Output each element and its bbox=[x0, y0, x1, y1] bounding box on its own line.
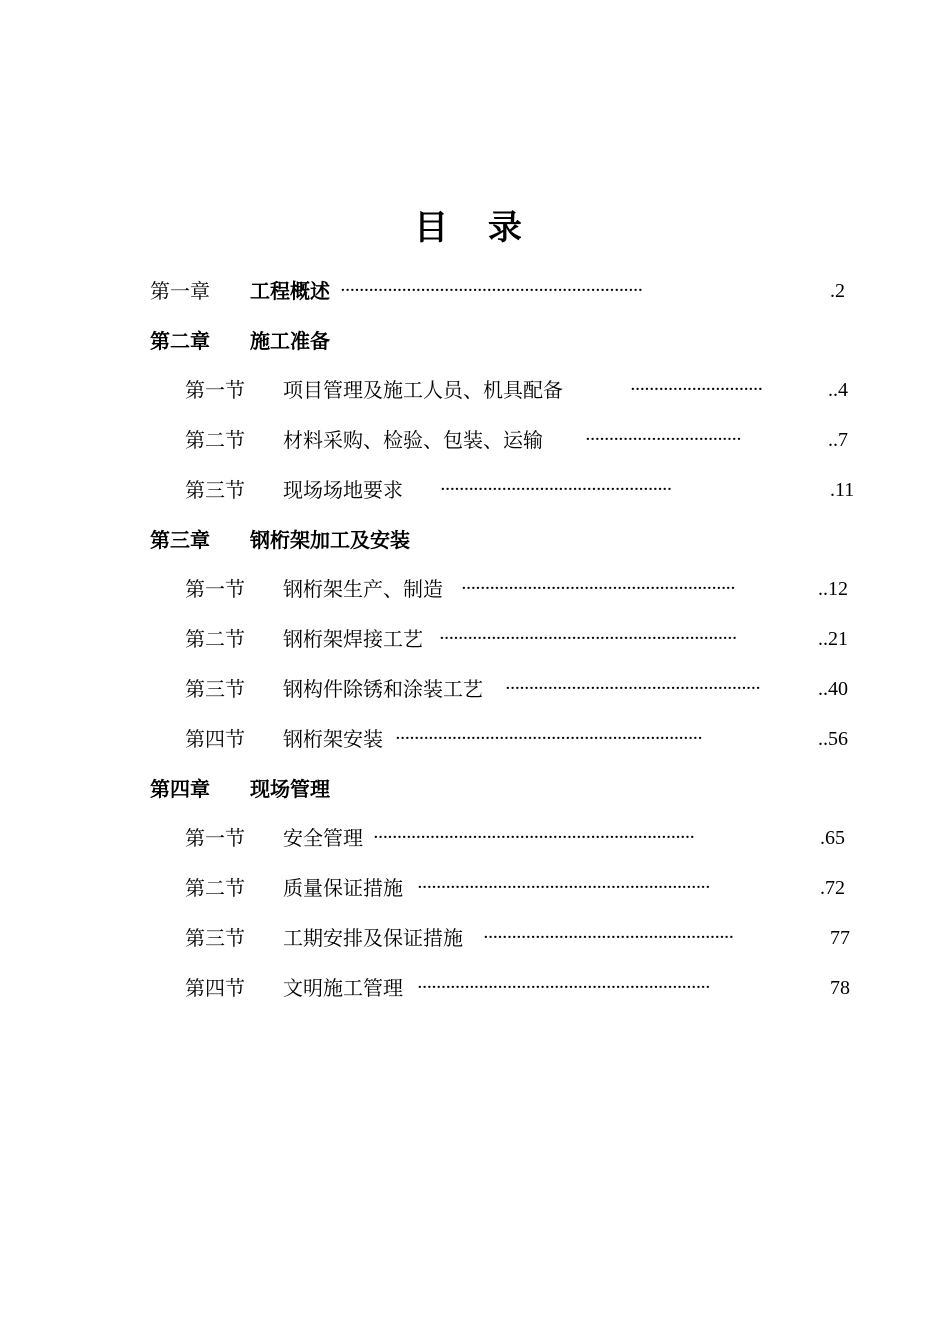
toc-entry-section[interactable] bbox=[185, 973, 875, 1003]
toc-entry-number: 第二节 bbox=[185, 428, 245, 452]
toc-dot-leader: ······························································ bbox=[417, 877, 710, 898]
toc-page-number: ..4 bbox=[828, 379, 848, 401]
toc-page-number: ..56 bbox=[818, 728, 848, 750]
toc-page-number: .2 bbox=[830, 280, 845, 302]
toc-entry-title: 钢桁架加工及安装 bbox=[250, 528, 410, 552]
toc-page-number: .65 bbox=[820, 827, 845, 849]
toc-entry-section[interactable] bbox=[185, 873, 875, 903]
toc-dot-leader: ······················································ bbox=[505, 678, 760, 699]
toc-entry-number: 第三节 bbox=[185, 926, 245, 950]
toc-entry-title: 钢桁架生产、制造 bbox=[283, 577, 443, 601]
toc-entry-number: 第二节 bbox=[185, 876, 245, 900]
toc-entry-title: 项目管理及施工人员、机具配备 bbox=[283, 378, 563, 402]
toc-entry-number: 第三章 bbox=[150, 528, 210, 552]
toc-entry-number: 第一节 bbox=[185, 378, 245, 402]
toc-entry-section[interactable] bbox=[185, 475, 875, 505]
toc-entry-title: 施工准备 bbox=[250, 329, 330, 353]
toc-dot-leader: ································· bbox=[585, 429, 741, 450]
toc-entry-title: 钢构件除锈和涂装工艺 bbox=[283, 677, 483, 701]
toc-entry-number: 第四章 bbox=[150, 777, 210, 801]
toc-entry-number: 第一节 bbox=[185, 826, 245, 850]
toc-dot-leader: ····················································· bbox=[483, 927, 734, 948]
toc-entry-section[interactable] bbox=[185, 823, 875, 853]
toc-entry-chapter-4[interactable] bbox=[150, 774, 870, 804]
toc-dot-leader: ·························································· bbox=[461, 578, 735, 599]
toc-entry-title: 现场管理 bbox=[250, 777, 330, 801]
toc-entry-chapter-2[interactable] bbox=[150, 326, 870, 356]
toc-entry-section[interactable] bbox=[185, 724, 875, 754]
toc-entry-number: 第一节 bbox=[185, 577, 245, 601]
toc-page-number: ..7 bbox=[828, 429, 848, 451]
toc-page-number: .11 bbox=[830, 479, 855, 501]
toc-entry-title: 钢桁架安装 bbox=[283, 727, 383, 751]
toc-dot-leader: ······························································ bbox=[417, 977, 710, 998]
toc-entry-chapter-1[interactable] bbox=[150, 276, 870, 306]
toc-entry-number: 第二节 bbox=[185, 627, 245, 651]
toc-entry-section[interactable] bbox=[185, 425, 875, 455]
toc-entry-section[interactable] bbox=[185, 923, 875, 953]
toc-entry-title: 工程概述 bbox=[250, 279, 330, 303]
toc-entry-number: 第四节 bbox=[185, 976, 245, 1000]
toc-entry-number: 第三节 bbox=[185, 677, 245, 701]
toc-dot-leader: ······························································· bbox=[439, 628, 737, 649]
toc-entry-title: 安全管理 bbox=[283, 826, 363, 850]
toc-entry-number: 第一章 bbox=[150, 279, 210, 303]
toc-dot-leader: ································································ bbox=[340, 280, 643, 301]
toc-dot-leader: ································································· bbox=[395, 728, 702, 749]
toc-dot-leader: ···································································· bbox=[373, 827, 695, 848]
toc-entry-section[interactable] bbox=[185, 574, 875, 604]
toc-page-number: ..12 bbox=[818, 578, 848, 600]
toc-entry-chapter-3[interactable] bbox=[150, 525, 870, 555]
toc-entry-title: 现场场地要求 bbox=[283, 478, 403, 502]
toc-entry-title: 文明施工管理 bbox=[283, 976, 403, 1000]
toc-entry-title: 钢桁架焊接工艺 bbox=[283, 627, 423, 651]
toc-page-number: ..40 bbox=[818, 678, 848, 700]
toc-entry-section[interactable] bbox=[185, 375, 875, 405]
toc-entry-title: 工期安排及保证措施 bbox=[283, 926, 463, 950]
toc-entry-number: 第二章 bbox=[150, 329, 210, 353]
toc-dot-leader: ················································· bbox=[440, 479, 672, 500]
toc-entry-number: 第三节 bbox=[185, 478, 245, 502]
toc-page-number: 78 bbox=[830, 977, 850, 999]
toc-entry-title: 材料采购、检验、包装、运输 bbox=[283, 428, 543, 452]
toc-entry-title: 质量保证措施 bbox=[283, 876, 403, 900]
toc-title: 目 录 bbox=[414, 208, 536, 248]
toc-page-number: 77 bbox=[830, 927, 850, 949]
toc-entry-section[interactable] bbox=[185, 674, 875, 704]
toc-page-number: .72 bbox=[820, 877, 845, 899]
toc-entry-number: 第四节 bbox=[185, 727, 245, 751]
toc-dot-leader: ···························· bbox=[630, 379, 763, 400]
toc-entry-section[interactable] bbox=[185, 624, 875, 654]
toc-page-number: ..21 bbox=[818, 628, 848, 650]
